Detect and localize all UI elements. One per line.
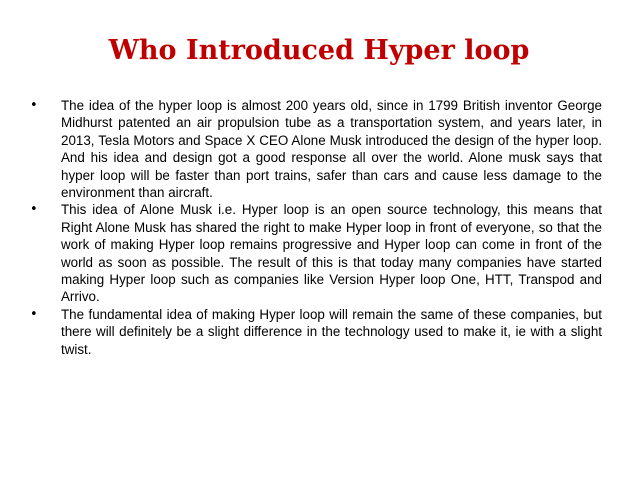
bullet-icon: • (30, 306, 38, 322)
slide-title: Who Introduced Hyper loop (108, 35, 530, 66)
bullet-text: The fundamental idea of making Hyper loop will remain the same of these companies, but there will definitely be a slight difference in the technology used to make it, ie with a slight twist. (61, 306, 602, 357)
bullet-item-1 (28, 97, 602, 201)
bullet-item-3 (28, 306, 602, 358)
bullet-list (28, 97, 602, 358)
bullet-text: This idea of Alone Musk i.e. Hyper loop is an open source technology, this means that Right Alone Musk has shared the right to make Hyper loop in front of everyone, so that the work of making Hyper loop remains progressive and Hyper loop can come in front of the world as soon as possible. The result of this is that today many companies have started making Hyper loop such as companies like Version Hyper loop One, HTT, Transpod and Arrivo. (61, 202, 602, 305)
bullet-icon: • (30, 98, 38, 113)
bullet-icon: • (30, 202, 38, 218)
bullet-item-2 (28, 201, 602, 305)
bullet-text: The idea of the hyper loop is almost 200 years old, since in 1799 British inventor George Midhurst patented an air propulsion tube as a transportation system, and years later, in 2013, Tesla Motors and Space X CEO Alone Musk introduced the design of the hyper loop. And his idea and design got a good response all over the world. Alone musk says that hyper loop will be faster than port trains, safer than cars and cause less damage to the environment than aircraft. (61, 98, 602, 201)
